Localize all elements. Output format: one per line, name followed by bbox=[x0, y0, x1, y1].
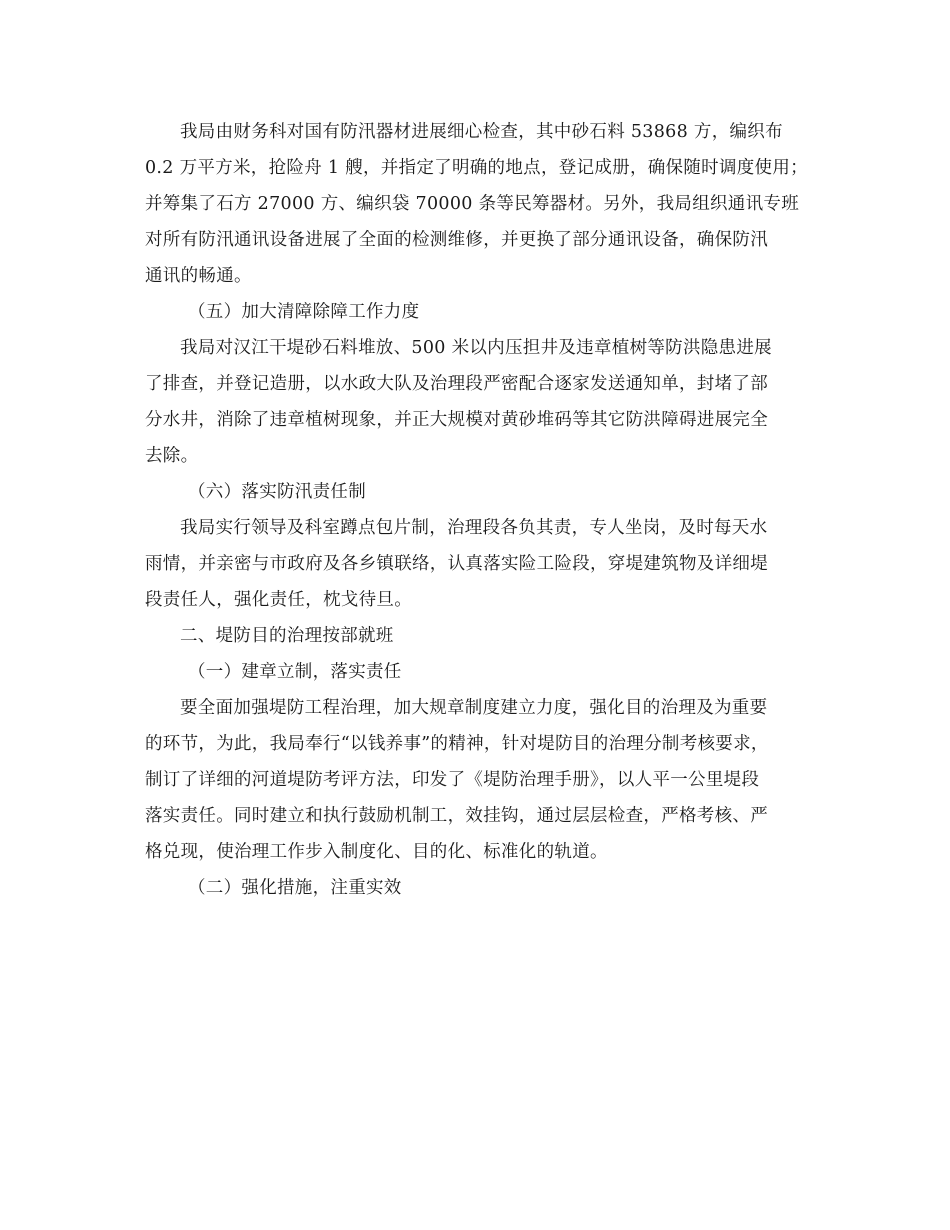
paragraph-line: 通讯的畅通。 bbox=[145, 266, 252, 286]
paragraph-line: 段责任人，强化责任，枕戈待旦。 bbox=[145, 590, 412, 610]
section-heading: （二）强化措施，注重实效 bbox=[188, 878, 402, 898]
paragraph-line: 对所有防汛通讯设备进展了全面的检测维修，并更换了部分通讯设备，确保防汛 bbox=[145, 230, 768, 250]
paragraph-line: 我局实行领导及科室蹲点包片制，治理段各负其责，专人坐岗，及时每天水 bbox=[180, 518, 768, 538]
paragraph-line: 0.2 万平方米，抢险舟 1 艘，并指定了明确的地点，登记成册，确保随时调度使用； bbox=[145, 158, 808, 178]
section-heading: （一）建章立制，落实责任 bbox=[188, 662, 402, 682]
paragraph-line: 我局对汉江干堤砂石料堆放、500 米以内压担井及违章植树等防洪隐患进展 bbox=[180, 338, 772, 358]
section-heading: （六）落实防汛责任制 bbox=[188, 482, 366, 502]
paragraph-line: 分水井，消除了违章植树现象，并正大规模对黄砂堆码等其它防洪障碍进展完全 bbox=[145, 410, 768, 430]
chapter-heading: 二、堤防目的治理按部就班 bbox=[180, 626, 394, 646]
paragraph-line: 制订了详细的河道堤防考评方法，印发了《堤防治理手册》，以人平一公里堤段 bbox=[145, 770, 760, 790]
paragraph-line: 要全面加强堤防工程治理，加大规章制度建立力度，强化目的治理及为重要 bbox=[180, 698, 768, 718]
paragraph-line: 的环节，为此，我局奉行“以钱养事”的精神，针对堤防目的治理分制考核要求， bbox=[145, 734, 769, 754]
paragraph-line: 去除。 bbox=[145, 446, 199, 466]
paragraph-line: 落实责任。同时建立和执行鼓励机制工，效挂钩，通过层层检查，严格考核、严 bbox=[145, 806, 768, 826]
section-heading: （五）加大清障除障工作力度 bbox=[188, 302, 420, 322]
paragraph-line: 格兑现，使治理工作步入制度化、目的化、标准化的轨道。 bbox=[145, 842, 608, 862]
paragraph-line: 了排查，并登记造册，以水政大队及治理段严密配合逐家发送通知单，封堵了部 bbox=[145, 374, 768, 394]
paragraph-line: 雨情，并亲密与市政府及各乡镇联络，认真落实险工险段，穿堤建筑物及详细堤 bbox=[145, 554, 768, 574]
paragraph-line: 并筹集了石方 27000 方、编织袋 70000 条等民筹器材。另外，我局组织通讯专班 bbox=[145, 194, 799, 214]
paragraph-line: 我局由财务科对国有防汛器材进展细心检查，其中砂石料 53868 方，编织布 bbox=[180, 122, 783, 142]
